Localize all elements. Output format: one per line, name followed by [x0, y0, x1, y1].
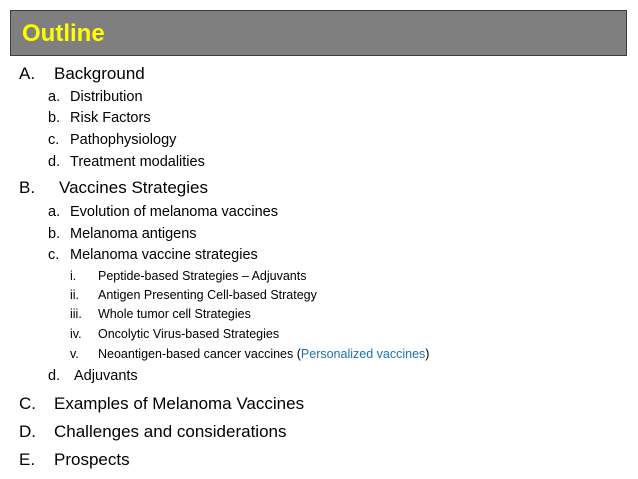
section-label: Background	[54, 64, 145, 83]
section-label: Vaccines Strategies	[59, 178, 208, 197]
section-marker: B.	[19, 178, 36, 197]
item-marker: b.	[48, 110, 61, 126]
item-label: Treatment modalities	[70, 154, 205, 170]
section-marker: E.	[19, 450, 36, 469]
item-marker: c.	[48, 132, 60, 148]
subitem-label: Peptide-based Strategies – Adjuvants	[98, 269, 307, 283]
subitem-label: Whole tumor cell Strategies	[98, 307, 251, 321]
subitem-marker: iii.	[70, 307, 82, 321]
section-marker: A.	[19, 64, 36, 83]
subitem-marker: iv.	[70, 327, 82, 341]
item-label: Evolution of melanoma vaccines	[70, 204, 278, 220]
subitem-text: Neoantigen-based cancer vaccines (	[98, 347, 301, 361]
subitem-label: Oncolytic Virus-based Strategies	[98, 327, 280, 341]
title-bar	[10, 10, 627, 56]
item-label: Distribution	[70, 89, 143, 105]
item-marker: d.	[48, 154, 61, 170]
section-label: Challenges and considerations	[54, 422, 287, 441]
item-label: Melanoma antigens	[70, 226, 197, 242]
subitem-marker: i.	[70, 269, 77, 283]
item-marker: d.	[48, 368, 61, 384]
subitem-label	[98, 346, 429, 362]
section-marker: D.	[19, 422, 36, 441]
item-label: Adjuvants	[74, 368, 138, 384]
item-marker: a.	[48, 204, 61, 220]
item-marker: b.	[48, 226, 61, 242]
section-label: Prospects	[54, 450, 130, 469]
slide-title: Outline	[22, 20, 105, 47]
subitem-suffix: )	[425, 347, 430, 361]
section-marker: C.	[19, 394, 36, 413]
subitem-marker: v.	[70, 347, 79, 361]
item-label: Melanoma vaccine strategies	[70, 247, 258, 263]
item-marker: a.	[48, 89, 61, 105]
subitem-marker: ii.	[70, 288, 80, 302]
subitem-label: Antigen Presenting Cell-based Strategy	[98, 288, 317, 302]
item-label: Risk Factors	[70, 110, 151, 126]
subitem-highlight: Personalized vaccines	[300, 347, 426, 361]
item-label: Pathophysiology	[70, 132, 177, 148]
section-label: Examples of Melanoma Vaccines	[54, 394, 305, 413]
item-marker: c.	[48, 247, 60, 263]
